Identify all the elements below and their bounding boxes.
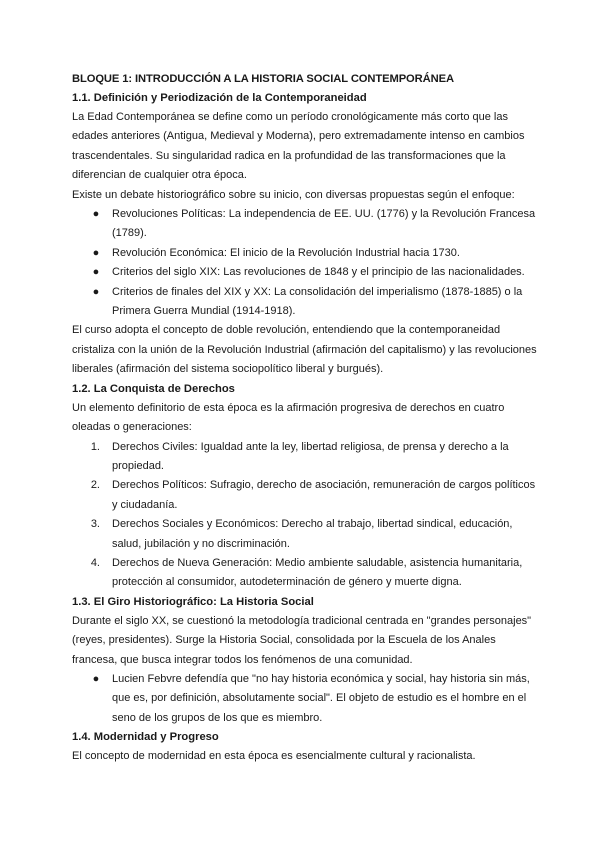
list-item-text: Revoluciones Políticas: La independencia de EE. UU. (1776) y la Revolución Francesa (1789). (112, 208, 536, 240)
list-item-text: Derechos Sociales y Económicos: Derecho al trabajo, libertad sindical, educación, salud, jubilación y no discriminación. (112, 518, 513, 550)
block-title: BLOQUE 1: INTRODUCCIÓN A LA HISTORIA SOCIAL CONTEMPORÁNEA (72, 73, 454, 85)
list-item (72, 438, 542, 477)
bullet-icon: ● (92, 266, 100, 279)
section-1-paragraph-1: La Edad Contemporánea se define como un período cronológicamente más corto que las edades anteriores (Antigua, Medieval y Moderna), pero extremadamente intenso en cambios trascendentales. Su singularidad radica en la profundidad de las transformaciones que la diferencian de cualquier otra época. (72, 111, 525, 182)
list-item (72, 283, 542, 322)
bullet-icon: ● (92, 285, 100, 298)
list-item (72, 263, 542, 282)
list-number: 4. (90, 556, 100, 569)
list-item (72, 515, 542, 554)
section-2-paragraph-1: Un elemento definitorio de esta época es la afirmación progresiva de derechos en cuatro oleadas o generaciones: (72, 401, 505, 434)
list-number: 3. (90, 518, 100, 531)
list-item (72, 476, 542, 515)
bullet-icon: ● (92, 246, 100, 259)
list-item (72, 244, 542, 263)
list-item (72, 205, 542, 244)
section-3-bullet-list (72, 670, 542, 728)
section-3-heading: 1.3. El Giro Historiográfico: La Historia Social (72, 595, 314, 608)
list-item-text: Criterios de finales del XIX y XX: La consolidación del imperialismo (1878-1885) o la Primera Guerra Mundial (1914-1918). (112, 285, 523, 318)
list-item (72, 554, 542, 593)
section-1-paragraph-2: Existe un debate historiográfico sobre su inicio, con diversas propuestas según el enfoque: (72, 188, 515, 201)
list-item-text: Derechos Políticos: Sufragio, derecho de asociación, remuneración de cargos políticos y ciudadanía. (112, 479, 536, 511)
list-item-text: Derechos Civiles: Igualdad ante la ley, libertad religiosa, de prensa y derecho a la propiedad. (112, 440, 509, 472)
list-item (72, 670, 542, 728)
list-number: 2. (90, 479, 100, 492)
list-item-text: Derechos de Nueva Generación: Medio ambiente saludable, asistencia humanitaria, protección al consumidor, autodeterminación de género y muerte digna. (112, 556, 523, 589)
list-item-text: Revolución Económica: El inicio de la Revolución Industrial hacia 1730. (112, 246, 460, 259)
list-number: 1. (90, 440, 100, 453)
list-item-text: Lucien Febvre defendía que "no hay historia económica y social, hay historia sin más, que es, por definición, absolutamente social". El objeto de estudio es el hombre en el seno de los grupos de los que es miembro. (112, 672, 530, 724)
section-1-bullet-list (72, 205, 542, 321)
bullet-icon: ● (92, 208, 100, 221)
bullet-icon: ● (92, 672, 100, 685)
section-1-heading: 1.1. Definición y Periodización de la Contemporaneidad (72, 92, 367, 104)
section-4-paragraph-1: El concepto de modernidad en esta época es esencialmente cultural y racionalista. (72, 750, 476, 763)
section-2-numbered-list (72, 438, 542, 593)
list-item-text: Criterios del siglo XIX: Las revoluciones de 1848 y el principio de las nacionalidades. (112, 266, 525, 279)
section-1-paragraph-3: El curso adopta el concepto de doble revolución, entendiendo que la contemporaneidad cristaliza con la unión de la Revolución Industrial (afirmación del capitalismo) y las revoluciones liberales (afirmación del sistema sociopolítico liberal y burgués). (72, 324, 537, 376)
section-2-heading: 1.2. La Conquista de Derechos (72, 382, 235, 395)
section-4-heading: 1.4. Modernidad y Progreso (72, 731, 219, 744)
section-3-paragraph-1: Durante el siglo XX, se cuestionó la metodología tradicional centrada en "grandes personajes" (reyes, presidentes). Surge la Historia Social, consolidada por la Escuela de los Anales francesa, que busca integrar todos los fenómenos de una comunidad. (72, 614, 532, 666)
document-page (72, 70, 542, 767)
